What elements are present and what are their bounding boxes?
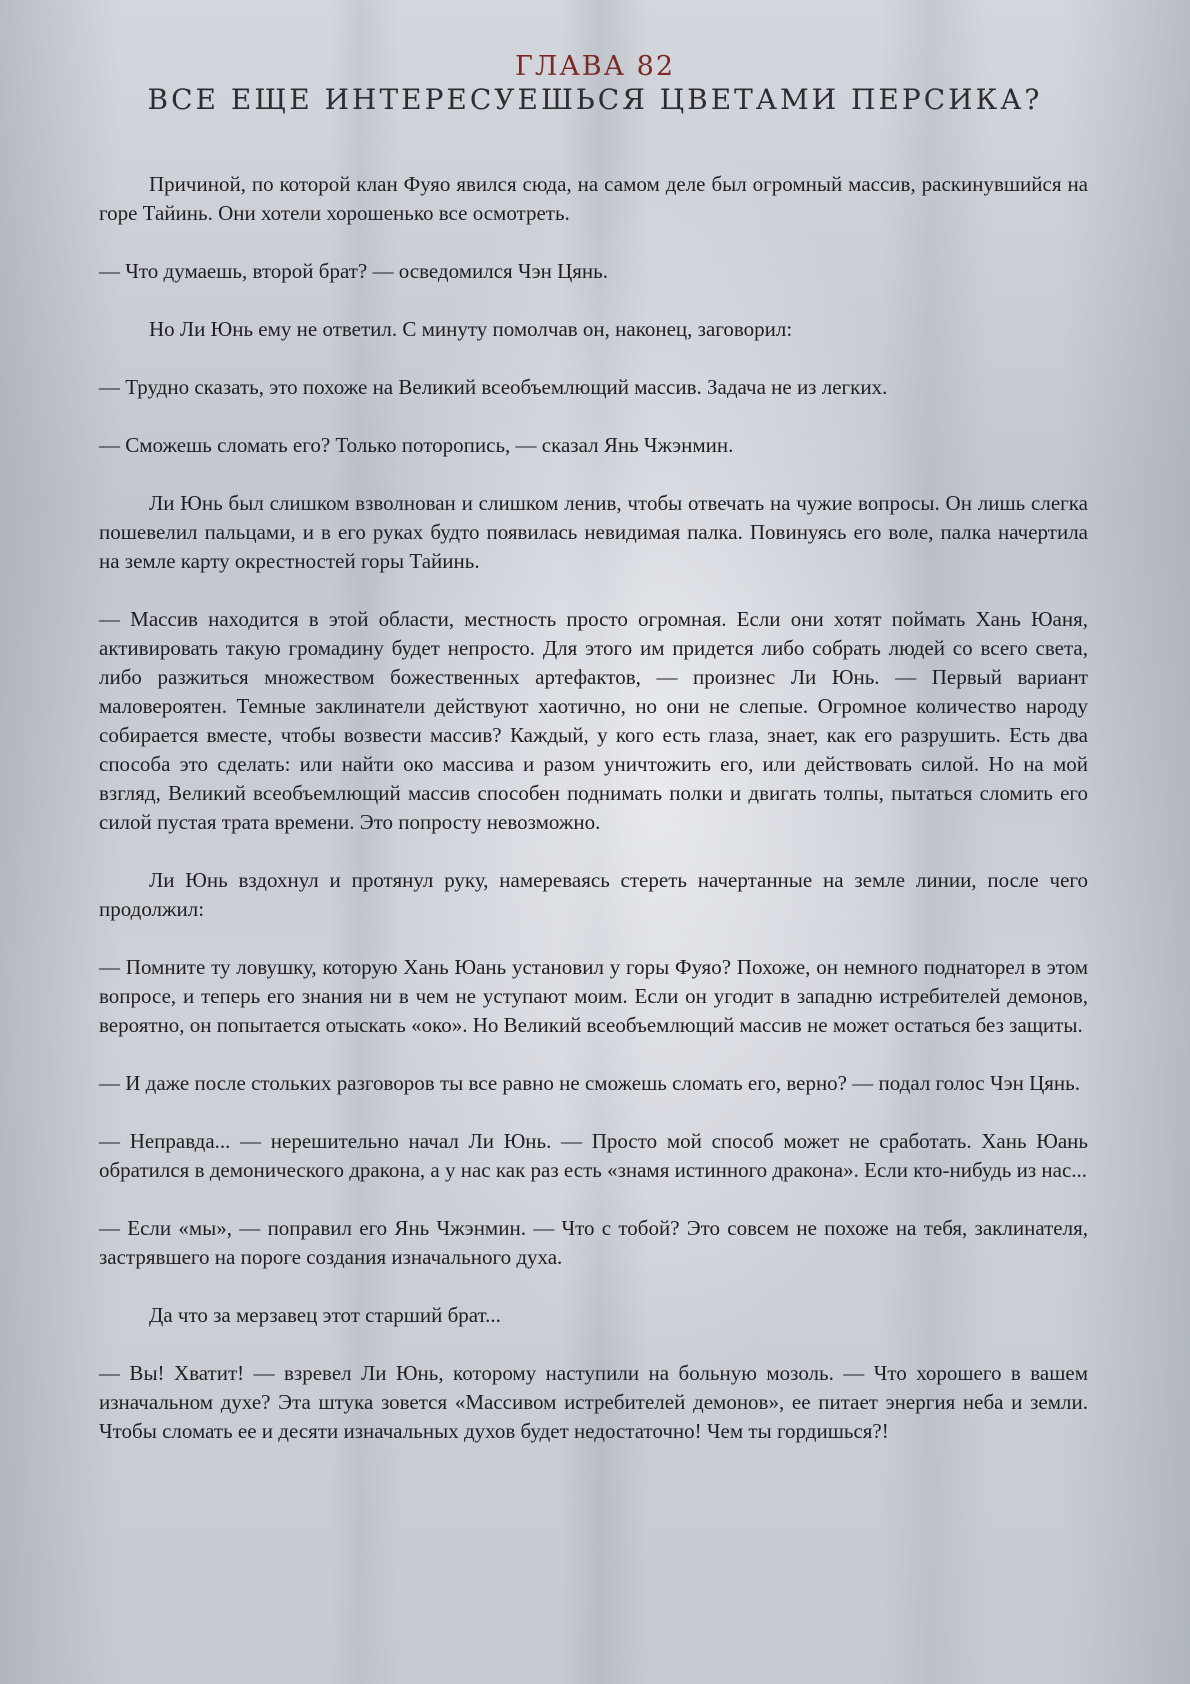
chapter-title: ВСЕ ЕЩЕ ИНТЕРЕСУЕШЬСЯ ЦВЕТАМИ ПЕРСИКА?: [147, 83, 1043, 116]
paragraph: — Вы! Хватит! — взревел Ли Юнь, которому наступили на больную мозоль. — Что хорошего в вашем изначальном духе? Эта штука зовется «Массивом истребителей демонов», ее питает энергия неба и земли. Чтобы сломать ее и десяти изначальных духов будет недостаточно! Чем ты гордишься?!: [99, 1361, 1088, 1443]
paragraph: — Сможешь сломать его? Только поторопись, — сказал Янь Чжэнмин.: [99, 433, 734, 457]
paragraph: Ли Юнь был слишком взволнован и слишком ленив, чтобы отвечать на чужие вопросы. Он лишь слегка пошевелил пальцами, и в его руках будто появилась невидимая палка. Повинуясь его воле, палка начертила на земле карту окрестностей горы Тайинь.: [99, 491, 1088, 573]
paragraph: Да что за мерзавец этот старший брат...: [149, 1303, 501, 1327]
paragraph: — Трудно сказать, это похоже на Великий всеобъемлющий массив. Задача не из легких.: [99, 375, 888, 399]
paragraph: — Что думаешь, второй брат? — осведомился Чэн Цянь.: [99, 259, 608, 283]
paragraph: — Помните ту ловушку, которую Хань Юань установил у горы Фуяо? Похоже, он немного поднаторел в этом вопросе, и теперь его знания ни в чем не уступают моим. Если он угодит в западню истребителей демонов, вероятно, он попытается отыскать «око». Но Великий всеобъемлющий массив не может остаться без защиты.: [99, 955, 1088, 1037]
paragraph: — Если «мы», — поправил его Янь Чжэнмин. — Что с тобой? Это совсем не похоже на тебя, заклинателя, застрявшего на пороге создания изначального духа.: [99, 1216, 1088, 1269]
paragraph: Но Ли Юнь ему не ответил. С минуту помолчав он, наконец, заговорил:: [149, 317, 793, 341]
paragraph: — Массив находится в этой области, местность просто огромная. Если они хотят поймать Хань Юаня, активировать такую громадину будет непросто. Для этого им придется либо собрать людей со всего света, либо разжиться множеством божественных артефактов, — произнес Ли Юнь. — Первый вариант маловероятен. Темные заклинатели действуют хаотично, но они не слепые. Огромное количество народу собирается вместе, чтобы возвести массив? Каждый, у кого есть глаза, знает, как его разрушить. Есть два способа это сделать: или найти око массива и разом уничтожить его, или действовать силой. Но на мой взгляд, Великий всеобъемлющий массив способен поднимать полки и двигать толпы, пытаться сломить его силой пустая трата времени. Это попросту невозможно.: [99, 607, 1088, 834]
paragraph: Причиной, по которой клан Фуяо явился сюда, на самом деле был огромный массив, раскинувшийся на горе Тайинь. Они хотели хорошенько все осмотреть.: [99, 172, 1088, 225]
paragraph: — Неправда... — нерешительно начал Ли Юнь. — Просто мой способ может не сработать. Хань Юань обратился в демонического дракона, а у нас как раз есть «знамя истинного дракона». Если кто-нибудь из нас...: [99, 1129, 1088, 1182]
paragraph: Ли Юнь вздохнул и протянул руку, намереваясь стереть начертанные на земле линии, после чего продолжил:: [99, 868, 1088, 921]
paragraph: — И даже после стольких разговоров ты все равно не сможешь сломать его, верно? — подал голос Чэн Цянь.: [99, 1071, 1080, 1095]
chapter-body: [99, 170, 1088, 1475]
chapter-number: ГЛАВА 82: [514, 51, 676, 82]
